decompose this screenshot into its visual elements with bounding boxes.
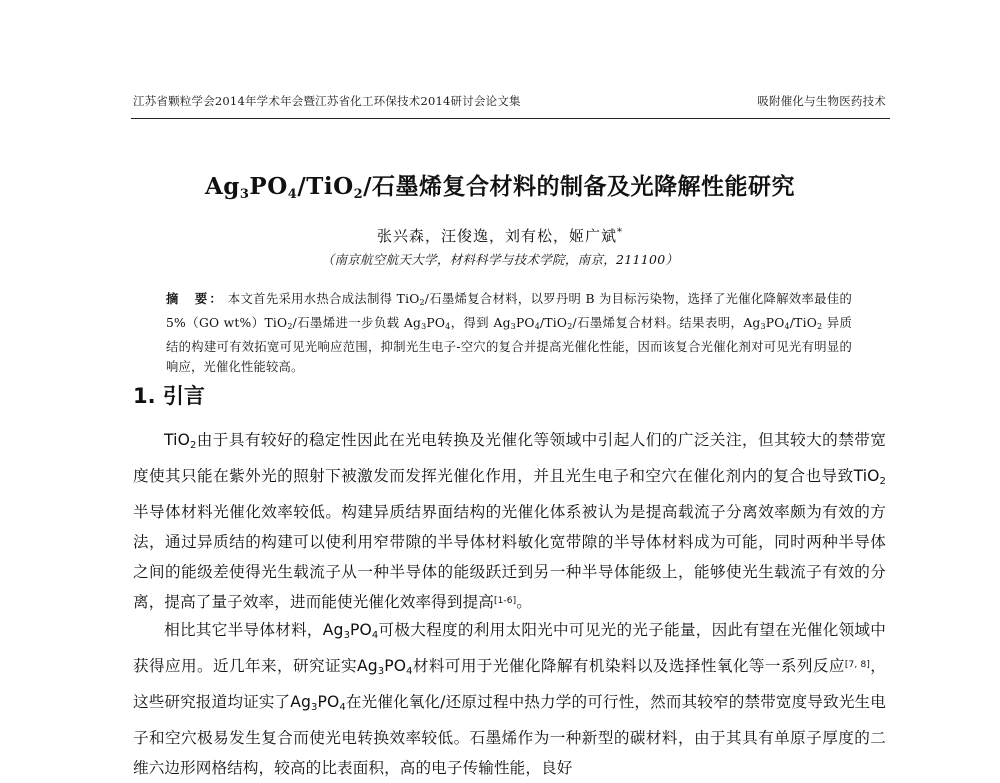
section-heading: 1. 引言 xyxy=(133,384,205,408)
body-paragraph-1: TiO$_2$由于具有较好的稳定性因此在光电转换及光催化等领域中引起人们的广泛关注，但其较大的禁带宽度使其只能在紫外光的照射下被激发而发挥光催化作用，并且光生电子和空穴在催化剂内的复合也导致TiO$_2$半导体材料光催化效率较低。构建异质结界面结构的光催化体系被认为是提高载流子分离效率颇为有效的方法，通过异质结的构建可以使利用窄带隙的半导体材料敏化宽带隙的半导体材料成为可能，同时两种半导体之间的能级差使得光生载流子从一种半导体的能级跃迁到另一种半导体能级上，能够使光生载流子有效的分离，提高了量子效率，进而能使光催化效率得到提高[1-6]。 xyxy=(133,431,886,611)
corresponding-author-mark: * xyxy=(617,227,623,238)
citation: [7, 8] xyxy=(844,660,870,670)
abstract-label: 摘 要： xyxy=(166,291,224,306)
paper-title: $Ag_3PO_4/TiO_2/$石墨烯复合材料的制备及光降解性能研究 xyxy=(204,173,796,202)
author-list: 张兴森，汪俊逸，刘有松，姬广斌* xyxy=(376,227,623,245)
body-paragraph-2: 相比其它半导体材料，$Ag_3PO_4$可极大程度的利用太阳光中可见光的光子能量，因此有望在光催化领域中获得应用。近几年来，研究证实$Ag_3PO_4$材料可用于光催化降解有机染料以及选择性氧化等一系列反应[7, 8]，这些研究报道均证实了$Ag_3PO_4$在光催化氧化/还原过程中热力学的可行性，然而其较窄的禁带宽度导致光生电子和空穴极易发生复合而使光电转换效率较低。石墨烯作为一种新型的碳材料，由于其具有单原子厚度的二维六边形网格结构，较高的比表面积，高的电子传输性能，良好 xyxy=(133,621,887,777)
running-header-left: 江苏省颗粒学会2014年学术年会暨江苏省化工环保技术2014研讨会论文集 xyxy=(133,94,521,108)
abstract: 摘 要： 本文首先采用水热合成法制得 TiO$_2$/石墨烯复合材料，以罗丹明 B 为目标污染物，选择了光催化降解效率最佳的 5%（GO wt%）TiO$_2$/石墨烯进一步负载 $Ag_3PO_4$，得到 $Ag_3PO_4/TiO_2/$石墨烯复合材料。结果表明，$Ag_3PO_4/TiO_2$ 异质结的构建可有效拓宽可见光响应范围，抑制光生电子-空穴的复合并提高光催化性能，因而该复合光催化剂对可见光有明显的响应，光催化性能较高。 xyxy=(166,291,852,374)
header-rule xyxy=(131,118,890,119)
citation: [1-6] xyxy=(493,596,517,606)
affiliation: （南京航空航天大学，材料科学与技术学院，南京，211100） xyxy=(321,252,679,267)
running-header-right: 吸附催化与生物医药技术 xyxy=(757,94,886,108)
